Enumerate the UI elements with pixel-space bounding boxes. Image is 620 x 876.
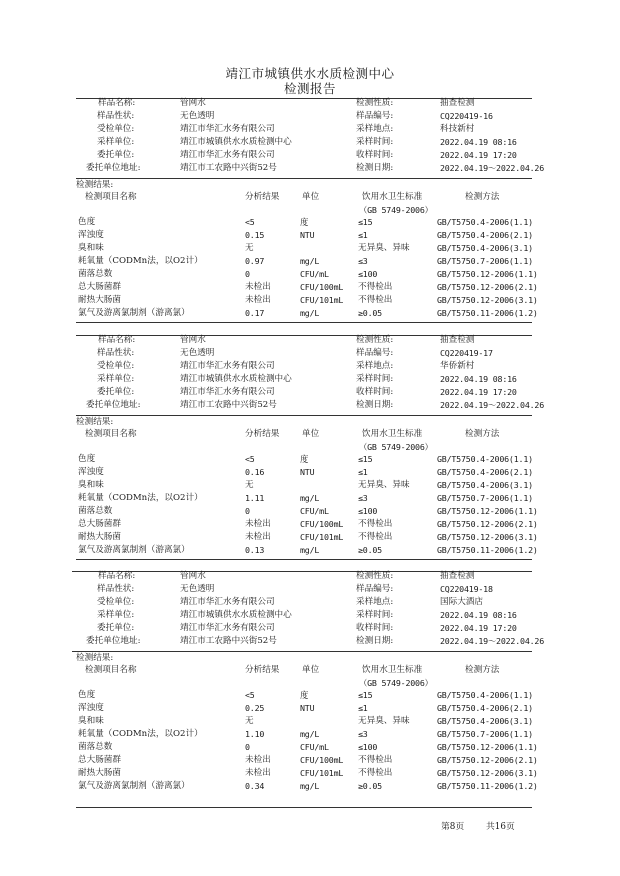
field-label-test-nature: 检测性质: xyxy=(356,98,394,108)
divider-line xyxy=(72,651,532,652)
field-label-client: 受检单位: xyxy=(97,360,135,371)
item-unit: NTU xyxy=(300,467,315,477)
field-value-receive-time: 2022.04.19 17:20 xyxy=(440,386,517,397)
field-value-test-date: 2022.04.19～2022.04.26 xyxy=(440,399,544,410)
item-result: 0 xyxy=(245,742,250,752)
item-standard: 不得检出 xyxy=(358,282,393,292)
item-method: GB/T5750.11-2006(1.2) xyxy=(437,308,538,318)
field-label-consigner-addr: 委托单位地址: xyxy=(86,399,141,410)
item-name: 臭和味 xyxy=(78,243,104,253)
item-unit: 度 xyxy=(300,454,309,464)
col-header-std-code: （GB 5749-2006） xyxy=(359,205,433,215)
item-standard: ≥0.05 xyxy=(358,545,382,555)
item-result: 未检出 xyxy=(245,282,271,292)
field-label-consigner: 委托单位: xyxy=(97,386,135,397)
item-method: GB/T5750.4-2006(1.1) xyxy=(437,690,533,700)
item-method: GB/T5750.4-2006(3.1) xyxy=(437,716,533,726)
item-method: GB/T5750.12-2006(1.1) xyxy=(437,269,538,279)
page-number: 第8页 xyxy=(441,822,465,832)
item-method: GB/T5750.12-2006(3.1) xyxy=(437,768,538,778)
field-value-sample-no: CQ220419-17 xyxy=(440,347,493,358)
field-label-sampler: 采样单位: xyxy=(97,373,135,384)
item-result: <5 xyxy=(245,217,255,227)
item-method: GB/T5750.4-2006(2.1) xyxy=(437,467,533,477)
item-unit: CFU/101mL xyxy=(300,532,344,542)
item-method: GB/T5750.11-2006(1.2) xyxy=(437,545,538,555)
item-result: 未检出 xyxy=(245,295,271,305)
item-name: 耐热大肠菌 xyxy=(78,295,121,305)
col-header-result: 分析结果 xyxy=(245,429,280,439)
item-unit: CFU/101mL xyxy=(300,295,344,305)
field-value-consigner-addr: 靖江市工农路中兴街52号 xyxy=(180,399,277,410)
item-unit: mg/L xyxy=(300,308,320,318)
field-value-sample-name: 管网水 xyxy=(180,571,206,581)
item-name: 耗氧量（CODMn法，以O2计） xyxy=(78,729,203,739)
col-header-result: 分析结果 xyxy=(245,665,280,675)
field-label-sample-name: 样品名称: xyxy=(98,335,136,345)
field-label-receive-time: 收样时间: xyxy=(356,386,394,397)
item-result: 0.97 xyxy=(245,256,265,266)
item-standard: 不得检出 xyxy=(358,295,393,305)
item-method: GB/T5750.4-2006(3.1) xyxy=(437,243,533,253)
col-header-unit: 单位 xyxy=(302,192,320,202)
field-label-receive-time: 收样时间: xyxy=(356,149,394,160)
item-method: GB/T5750.7-2006(1.1) xyxy=(437,256,533,266)
col-header-unit: 单位 xyxy=(302,429,320,439)
field-value-test-nature: 抽查检测 xyxy=(440,98,475,108)
field-value-sampler: 靖江市城镇供水水质检测中心 xyxy=(180,136,292,147)
item-result: 0.34 xyxy=(245,781,265,791)
col-header-method: 检测方法 xyxy=(465,665,500,675)
field-value-test-nature: 抽查检测 xyxy=(440,571,475,581)
item-result: 0.25 xyxy=(245,703,265,713)
field-label-sample-props: 样品性状: xyxy=(97,583,135,594)
item-method: GB/T5750.12-2006(2.1) xyxy=(437,282,538,292)
item-result: 未检出 xyxy=(245,768,271,778)
item-name: 总大肠菌群 xyxy=(78,519,121,529)
item-result: 未检出 xyxy=(245,519,271,529)
field-value-sample-name: 管网水 xyxy=(180,98,206,108)
item-name: 色度 xyxy=(78,217,96,227)
field-value-client: 靖江市华汇水务有限公司 xyxy=(180,596,275,607)
field-value-sampling-time: 2022.04.19 08:16 xyxy=(440,136,517,147)
item-unit: CFU/100mL xyxy=(300,282,344,292)
col-header-std-code: （GB 5749-2006） xyxy=(359,442,433,452)
item-name: 耗氧量（CODMn法，以O2计） xyxy=(78,493,203,503)
item-unit: NTU xyxy=(300,230,315,240)
field-label-sampler: 采样单位: xyxy=(97,136,135,147)
item-name: 总大肠菌群 xyxy=(78,755,121,765)
col-header-item: 检测项目名称 xyxy=(85,192,137,202)
item-result: 未检出 xyxy=(245,755,271,765)
field-value-sample-props: 无色透明 xyxy=(180,110,215,121)
item-result: 未检出 xyxy=(245,532,271,542)
item-standard: ≤15 xyxy=(358,690,373,700)
col-header-method: 检测方法 xyxy=(465,192,500,202)
field-value-sampling-time: 2022.04.19 08:16 xyxy=(440,609,517,620)
field-label-sampling-time: 采样时间: xyxy=(356,609,394,620)
item-name: 耗氧量（CODMn法，以O2计） xyxy=(78,256,203,266)
field-label-sampling-site: 采样地点: xyxy=(356,360,394,371)
item-method: GB/T5750.12-2006(3.1) xyxy=(437,532,538,542)
item-standard: ≤15 xyxy=(358,217,373,227)
field-value-consigner: 靖江市华汇水务有限公司 xyxy=(180,149,275,160)
col-header-std: 饮用水卫生标准 xyxy=(362,429,423,439)
item-name: 耐热大肠菌 xyxy=(78,532,121,542)
item-result: 1.11 xyxy=(245,493,265,503)
item-name: 氯气及游离氯制剂（游离氯） xyxy=(78,308,190,318)
item-result: 0 xyxy=(245,506,250,516)
item-method: GB/T5750.12-2006(2.1) xyxy=(437,755,538,765)
field-label-test-nature: 检测性质: xyxy=(356,571,394,581)
item-method: GB/T5750.12-2006(1.1) xyxy=(437,506,538,516)
field-value-sampler: 靖江市城镇供水水质检测中心 xyxy=(180,609,292,620)
field-label-consigner-addr: 委托单位地址: xyxy=(86,635,141,646)
item-name: 色度 xyxy=(78,454,96,464)
item-standard: ≤100 xyxy=(358,506,378,516)
field-label-client: 受检单位: xyxy=(97,123,135,134)
divider-line xyxy=(76,178,532,179)
field-label-consigner: 委托单位: xyxy=(97,149,135,160)
field-label-consigner-addr: 委托单位地址: xyxy=(86,162,141,173)
item-name: 臭和味 xyxy=(78,480,104,490)
item-name: 臭和味 xyxy=(78,716,104,726)
field-value-client: 靖江市华汇水务有限公司 xyxy=(180,123,275,134)
item-standard: ≥0.05 xyxy=(358,308,382,318)
field-value-consigner-addr: 靖江市工农路中兴街52号 xyxy=(180,635,277,646)
field-value-sampling-time: 2022.04.19 08:16 xyxy=(440,373,517,384)
item-unit: 度 xyxy=(300,217,309,227)
item-result: 0.17 xyxy=(245,308,265,318)
item-standard: 不得检出 xyxy=(358,755,393,765)
item-method: GB/T5750.4-2006(1.1) xyxy=(437,217,533,227)
field-label-sampling-site: 采样地点: xyxy=(356,596,394,607)
item-unit: mg/L xyxy=(300,493,320,503)
item-standard: 不得检出 xyxy=(358,519,393,529)
item-unit: mg/L xyxy=(300,545,320,555)
item-standard: ≤1 xyxy=(358,467,368,477)
field-label-test-date: 检测日期: xyxy=(356,635,394,646)
item-standard: ≤15 xyxy=(358,454,373,464)
item-name: 浑浊度 xyxy=(78,230,104,240)
results-label: 检测结果: xyxy=(76,653,114,663)
item-unit: mg/L xyxy=(300,256,320,266)
item-name: 氯气及游离氯制剂（游离氯） xyxy=(78,781,190,791)
item-standard: ≥0.05 xyxy=(358,781,382,791)
item-unit: CFU/mL xyxy=(300,506,329,516)
item-unit: CFU/mL xyxy=(300,742,329,752)
field-label-sample-props: 样品性状: xyxy=(97,110,135,121)
field-label-consigner: 委托单位: xyxy=(97,622,135,633)
divider-line xyxy=(76,559,532,560)
col-header-std: 饮用水卫生标准 xyxy=(362,192,423,202)
item-method: GB/T5750.7-2006(1.1) xyxy=(437,729,533,739)
item-standard: 不得检出 xyxy=(358,768,393,778)
item-result: 0.16 xyxy=(245,467,265,477)
field-label-receive-time: 收样时间: xyxy=(356,622,394,633)
item-standard: 无异臭、异味 xyxy=(358,243,410,253)
item-result: 无 xyxy=(245,716,254,726)
item-name: 菌落总数 xyxy=(78,506,113,516)
item-name: 浑浊度 xyxy=(78,467,104,477)
report-title: 检测报告 xyxy=(283,81,336,96)
item-unit: CFU/101mL xyxy=(300,768,344,778)
field-value-sample-no: CQ220419-16 xyxy=(440,110,493,121)
item-name: 色度 xyxy=(78,690,96,700)
item-standard: ≤100 xyxy=(358,742,378,752)
col-header-std: 饮用水卫生标准 xyxy=(362,665,423,675)
item-standard: ≤1 xyxy=(358,703,368,713)
item-result: <5 xyxy=(245,690,255,700)
item-method: GB/T5750.4-2006(3.1) xyxy=(437,480,533,490)
field-label-test-date: 检测日期: xyxy=(356,399,394,410)
item-result: 0.13 xyxy=(245,545,265,555)
item-result: 1.10 xyxy=(245,729,265,739)
item-method: GB/T5750.11-2006(1.2) xyxy=(437,781,538,791)
col-header-unit: 单位 xyxy=(302,665,320,675)
item-unit: mg/L xyxy=(300,729,320,739)
field-value-sample-name: 管网水 xyxy=(180,335,206,345)
item-method: GB/T5750.4-2006(1.1) xyxy=(437,454,533,464)
field-value-receive-time: 2022.04.19 17:20 xyxy=(440,622,517,633)
item-method: GB/T5750.12-2006(1.1) xyxy=(437,742,538,752)
field-label-sampling-time: 采样时间: xyxy=(356,373,394,384)
field-label-sample-name: 样品名称: xyxy=(98,571,136,581)
field-label-sample-no: 样品编号: xyxy=(356,110,394,121)
item-unit: NTU xyxy=(300,703,315,713)
item-unit: 度 xyxy=(300,690,309,700)
item-method: GB/T5750.7-2006(1.1) xyxy=(437,493,533,503)
divider-line xyxy=(76,322,532,323)
field-value-sampling-site: 科技新村 xyxy=(440,123,475,134)
field-value-consigner-addr: 靖江市工农路中兴街52号 xyxy=(180,162,277,173)
field-value-consigner: 靖江市华汇水务有限公司 xyxy=(180,386,275,397)
item-standard: ≤3 xyxy=(358,729,368,739)
item-name: 菌落总数 xyxy=(78,742,113,752)
item-unit: mg/L xyxy=(300,781,320,791)
field-label-client: 受检单位: xyxy=(97,596,135,607)
field-label-sampling-site: 采样地点: xyxy=(356,123,394,134)
page-total: 共16页 xyxy=(486,822,515,832)
item-result: <5 xyxy=(245,454,255,464)
col-header-method: 检测方法 xyxy=(465,429,500,439)
col-header-std-code: （GB 5749-2006） xyxy=(359,678,433,688)
field-value-sampling-site: 国际大酒店 xyxy=(440,596,483,607)
field-value-test-date: 2022.04.19～2022.04.26 xyxy=(440,162,544,173)
item-result: 0 xyxy=(245,269,250,279)
divider-line xyxy=(76,807,532,808)
org-title: 靖江市城镇供水水质检测中心 xyxy=(225,66,395,81)
item-unit: CFU/100mL xyxy=(300,755,344,765)
item-standard: ≤3 xyxy=(358,256,368,266)
divider-line xyxy=(76,415,532,416)
item-result: 0.15 xyxy=(245,230,265,240)
field-label-sample-props: 样品性状: xyxy=(97,347,135,358)
field-label-sample-name: 样品名称: xyxy=(98,98,136,108)
item-standard: ≤1 xyxy=(358,230,368,240)
item-name: 耐热大肠菌 xyxy=(78,768,121,778)
item-method: GB/T5750.12-2006(3.1) xyxy=(437,295,538,305)
field-label-sampling-time: 采样时间: xyxy=(356,136,394,147)
field-value-receive-time: 2022.04.19 17:20 xyxy=(440,149,517,160)
item-unit: CFU/mL xyxy=(300,269,329,279)
item-name: 菌落总数 xyxy=(78,269,113,279)
item-standard: 不得检出 xyxy=(358,532,393,542)
item-method: GB/T5750.12-2006(2.1) xyxy=(437,519,538,529)
field-value-sample-props: 无色透明 xyxy=(180,347,215,358)
item-result: 无 xyxy=(245,243,254,253)
col-header-result: 分析结果 xyxy=(245,192,280,202)
item-name: 浑浊度 xyxy=(78,703,104,713)
field-label-test-date: 检测日期: xyxy=(356,162,394,173)
field-value-sampling-site: 华侨新村 xyxy=(440,360,475,371)
item-name: 氯气及游离氯制剂（游离氯） xyxy=(78,545,190,555)
field-value-client: 靖江市华汇水务有限公司 xyxy=(180,360,275,371)
item-unit: CFU/100mL xyxy=(300,519,344,529)
item-standard: ≤100 xyxy=(358,269,378,279)
item-method: GB/T5750.4-2006(2.1) xyxy=(437,230,533,240)
field-label-sampler: 采样单位: xyxy=(97,609,135,620)
col-header-item: 检测项目名称 xyxy=(85,665,137,675)
field-label-test-nature: 检测性质: xyxy=(356,335,394,345)
field-value-test-nature: 抽查检测 xyxy=(440,335,475,345)
item-name: 总大肠菌群 xyxy=(78,282,121,292)
item-result: 无 xyxy=(245,480,254,490)
item-standard: 无异臭、异味 xyxy=(358,716,410,726)
field-value-sample-props: 无色透明 xyxy=(180,583,215,594)
field-label-sample-no: 样品编号: xyxy=(356,347,394,358)
item-method: GB/T5750.4-2006(2.1) xyxy=(437,703,533,713)
item-standard: 无异臭、异味 xyxy=(358,480,410,490)
col-header-item: 检测项目名称 xyxy=(85,429,137,439)
field-value-test-date: 2022.04.19～2022.04.26 xyxy=(440,635,544,646)
item-standard: ≤3 xyxy=(358,493,368,503)
field-value-sampler: 靖江市城镇供水水质检测中心 xyxy=(180,373,292,384)
field-value-sample-no: CQ220419-18 xyxy=(440,583,493,594)
results-label: 检测结果: xyxy=(76,417,114,427)
field-label-sample-no: 样品编号: xyxy=(356,583,394,594)
results-label: 检测结果: xyxy=(76,180,114,190)
field-value-consigner: 靖江市华汇水务有限公司 xyxy=(180,622,275,633)
